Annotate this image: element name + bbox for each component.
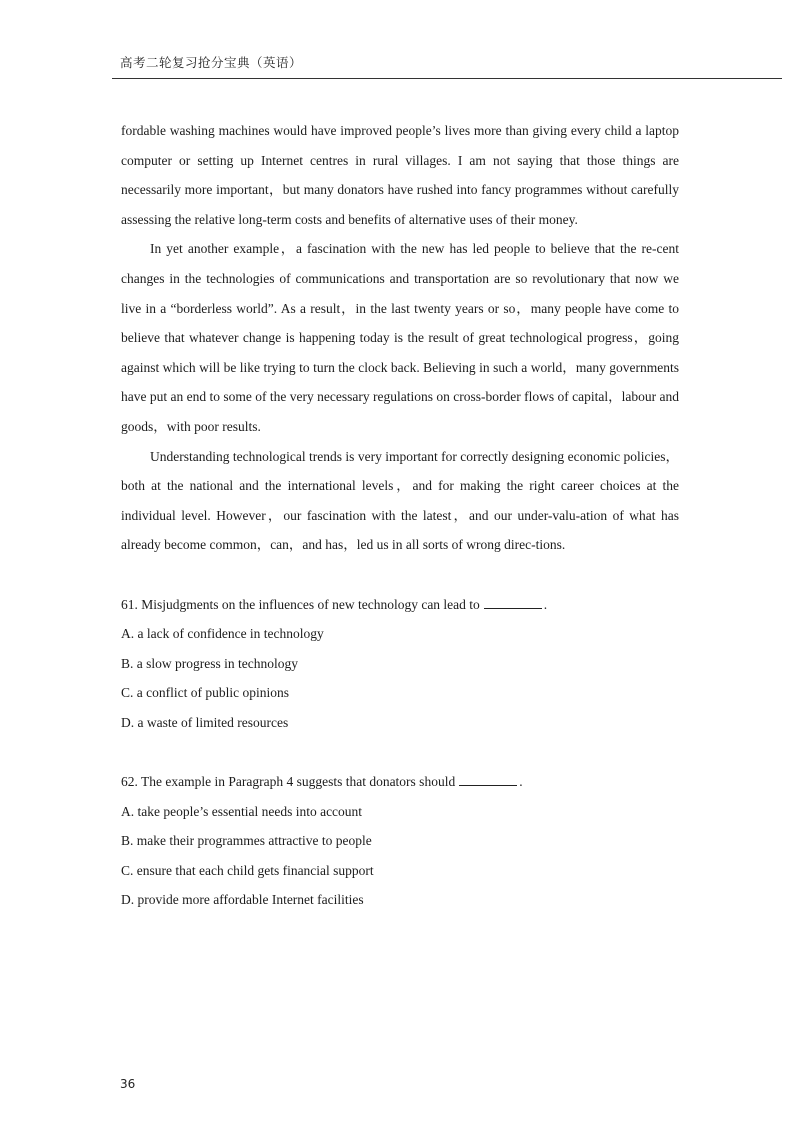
question-62 <box>121 767 679 915</box>
answer-option: A. a lack of confidence in technology <box>121 626 324 642</box>
page-content <box>121 116 679 915</box>
question-stem <box>121 590 679 620</box>
question-stem <box>121 767 679 797</box>
answer-option: D. a waste of limited resources <box>121 714 289 730</box>
answer-blank <box>484 596 542 609</box>
answer-option: C. a conflict of public opinions <box>121 685 289 701</box>
question-stem-end: . <box>543 596 548 612</box>
question-stem-text: 62. The example in Paragraph 4 suggests that donators should <box>121 774 456 790</box>
answer-option: C. ensure that each child gets financial support <box>121 862 374 878</box>
header-divider <box>112 78 782 79</box>
reading-passage <box>121 116 679 560</box>
passage-paragraph-continued: fordable washing machines would have improved people’s lives more than giving every child a laptop computer or setting up Internet centres in rural villages. I am not saying that those things are necessarily more important，but many donators have rushed into fancy programmes without carefully assessing the relative long-term costs and benefits of alternative uses of their money. <box>121 123 679 227</box>
answer-option: D. provide more affordable Internet facilities <box>121 892 364 908</box>
question-61 <box>121 590 679 738</box>
answer-option: A. take people’s essential needs into account <box>121 803 363 819</box>
answer-option: B. a slow progress in technology <box>121 655 298 671</box>
question-stem-text: 61. Misjudgments on the influences of new technology can lead to <box>121 596 480 612</box>
answer-option: B. make their programmes attractive to people <box>121 833 372 849</box>
running-header: 高考二轮复习抢分宝典（英语） <box>120 55 303 70</box>
question-stem-end: . <box>519 774 523 790</box>
answer-blank <box>459 773 517 786</box>
page-number: 36 <box>120 1077 136 1091</box>
passage-paragraph: In yet another example，a fascination with the new has led people to believe that the re-cent changes in the technologies of communications and transportation are so revolutionary that now we live in a “borderless world”. As a result，in the last twenty years or so，many people have come to believe that whatever change is happening today is the result of great technological progress，going against which will be like trying to turn the clock back. Believing in such a world，many governments have put an end to some of the very necessary regulations on cross-border flows of capital，labour and goods，with poor results. <box>121 241 679 434</box>
passage-paragraph: Understanding technological trends is very important for correctly designing economic policies，both at the national and the international levels，and for making the right career choices at the individual level. However，our fascination with the latest，and our under-valu-ation of what has already become common，can，and has，led us in all sorts of wrong direc-tions. <box>121 448 679 553</box>
